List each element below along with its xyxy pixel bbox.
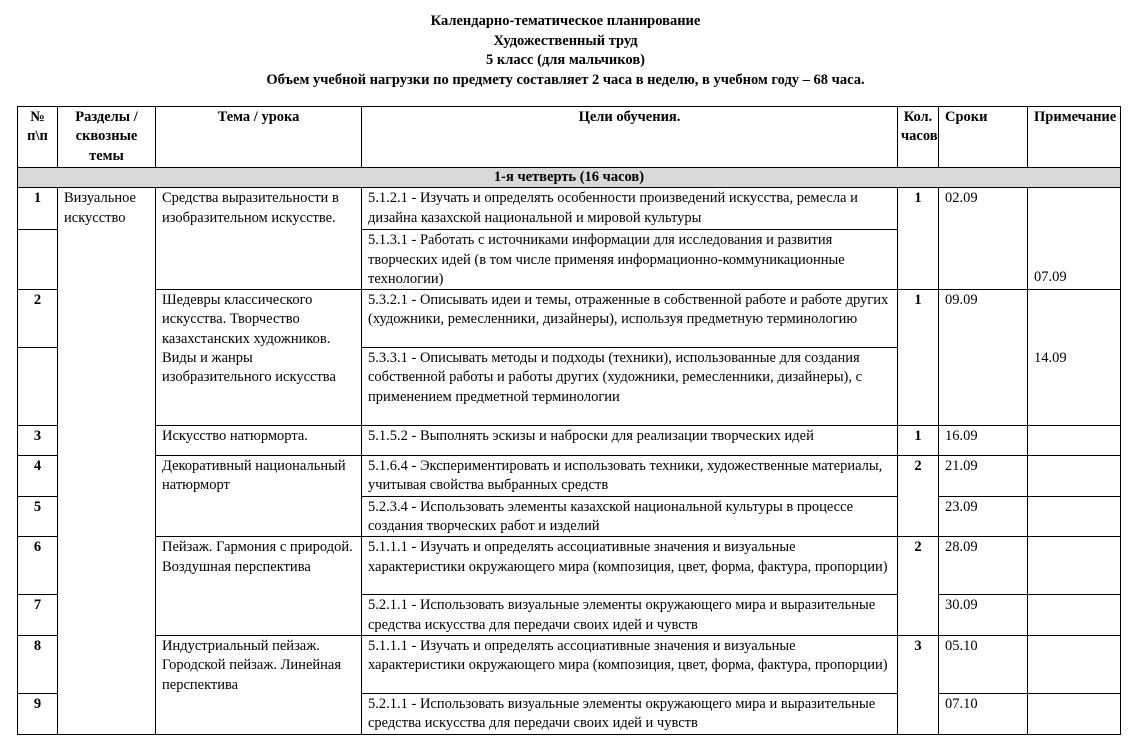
document-header	[0, 12, 1131, 90]
hours-cell: 3	[898, 635, 939, 734]
goal-cell: 5.3.3.1 - Описывать методы и подходы (техники), использованные для создания собственной работы и работы других (художники, ремесленники, дизайнеры), с применением предметной терминологии	[362, 348, 898, 426]
lesson-number: 6	[18, 537, 58, 595]
table-row	[18, 456, 1121, 497]
notes-cell	[1028, 595, 1121, 636]
goal-cell: 5.1.2.1 - Изучать и определять особенности произведений искусства, ремесла и дизайна казахской национальной и мировой культуры	[362, 188, 898, 230]
date-cell: 07.10	[939, 693, 1028, 734]
col-header-topic: Тема / урока	[156, 107, 362, 168]
notes-cell	[1028, 635, 1121, 693]
header-subject: Художественный труд	[493, 32, 638, 49]
section-cell: Визуальное искусство	[58, 188, 156, 734]
lesson-number: 1	[18, 188, 58, 230]
goal-cell: 5.2.3.4 - Использовать элементы казахской национальной культуры в процессе создания творческих работ и изделий	[362, 496, 898, 537]
lesson-number: 5	[18, 496, 58, 537]
header-grade: 5 класс (для мальчиков)	[486, 52, 645, 68]
date-cell: 30.09	[939, 595, 1028, 636]
goal-cell: 5.2.1.1 - Использовать визуальные элементы окружающего мира и выразительные средства искусства для передачи своих идей и чувств	[362, 693, 898, 734]
hours-cell: 2	[898, 456, 939, 537]
date-cell: 09.09	[939, 290, 1028, 426]
notes-cell	[1028, 456, 1121, 497]
goal-cell: 5.3.2.1 - Описывать идеи и темы, отраженные в собственной работе и работе других (художники, ремесленники, дизайнеры), используя предметную терминологию	[362, 290, 898, 348]
table-row	[18, 426, 1121, 456]
lesson-number: 7	[18, 595, 58, 636]
table-row	[18, 188, 1121, 230]
goal-cell: 5.1.1.1 - Изучать и определять ассоциативные значения и визуальные характеристики окружающего мира (композиция, цвет, форма, фактура, пропорции)	[362, 635, 898, 693]
date-cell: 28.09	[939, 537, 1028, 595]
date-cell-secondary: 14.09	[1028, 290, 1121, 426]
lesson-number	[18, 348, 58, 426]
col-header-hours: Кол. часов	[898, 107, 939, 168]
goal-cell: 5.1.5.2 - Выполнять эскизы и наброски для реализации творческих идей	[362, 426, 898, 456]
topic-cell: Индустриальный пейзаж. Городской пейзаж. Линейная перспектива	[156, 635, 362, 734]
topic-cell: Шедевры классического искусства. Творчество казахстанских художников. Виды и жанры изобразительного искусства	[156, 290, 362, 426]
table-row	[18, 635, 1121, 693]
quarter-label: 1-я четверть (16 часов)	[18, 168, 1121, 188]
date-cell: 02.09	[939, 188, 1028, 290]
lesson-number: 9	[18, 693, 58, 734]
date-cell: 21.09	[939, 456, 1028, 497]
lesson-number	[18, 230, 58, 290]
header-workload: Объем учебной нагрузки по предмету составляет 2 часа в неделю, в учебном году – 68 часа.	[266, 71, 865, 88]
lesson-number: 4	[18, 456, 58, 497]
topic-cell: Пейзаж. Гармония с природой. Воздушная перспектива	[156, 537, 362, 636]
hours-cell: 2	[898, 537, 939, 636]
table-row	[18, 537, 1121, 595]
date-cell-secondary: 07.09	[1028, 188, 1121, 290]
hours-cell: 1	[898, 426, 939, 456]
col-header-dates: Сроки	[939, 107, 1028, 168]
table-row	[18, 290, 1121, 348]
table-header-row	[18, 107, 1121, 168]
notes-cell	[1028, 693, 1121, 734]
col-header-num: № п\п	[18, 107, 58, 168]
topic-cell: Средства выразительности в изобразительном искусстве.	[156, 188, 362, 290]
goal-cell: 5.2.1.1 - Использовать визуальные элементы окружающего мира и выразительные средства искусства для передачи своих идей и чувств	[362, 595, 898, 636]
quarter-row	[18, 168, 1121, 188]
lesson-number: 2	[18, 290, 58, 348]
hours-cell: 1	[898, 290, 939, 426]
col-header-notes: Примечание	[1028, 107, 1121, 168]
topic-cell: Искусство натюрморта.	[156, 426, 362, 456]
planning-table	[17, 106, 1121, 735]
notes-cell	[1028, 537, 1121, 595]
hours-cell: 1	[898, 188, 939, 290]
date-cell: 16.09	[939, 426, 1028, 456]
goal-cell: 5.1.1.1 - Изучать и определять ассоциативные значения и визуальные характеристики окружающего мира (композиция, цвет, форма, фактура, пропорции)	[362, 537, 898, 595]
header-title: Календарно-тематическое планирование	[430, 13, 701, 29]
date-cell: 05.10	[939, 635, 1028, 693]
topic-cell: Декоративный национальный натюрморт	[156, 456, 362, 537]
col-header-goals: Цели обучения.	[362, 107, 898, 168]
lesson-number: 8	[18, 635, 58, 693]
notes-cell	[1028, 496, 1121, 537]
col-header-sections: Разделы / сквозные темы	[58, 107, 156, 168]
goal-cell: 5.1.6.4 - Экспериментировать и использовать техники, художественные материалы, учитывая свойства выбранных средств	[362, 456, 898, 497]
lesson-number: 3	[18, 426, 58, 456]
date-cell: 23.09	[939, 496, 1028, 537]
notes-cell	[1028, 426, 1121, 456]
goal-cell: 5.1.3.1 - Работать с источниками информации для исследования и развития творческих идей (в том числе применяя информационно-коммуникационные технологии)	[362, 230, 898, 290]
